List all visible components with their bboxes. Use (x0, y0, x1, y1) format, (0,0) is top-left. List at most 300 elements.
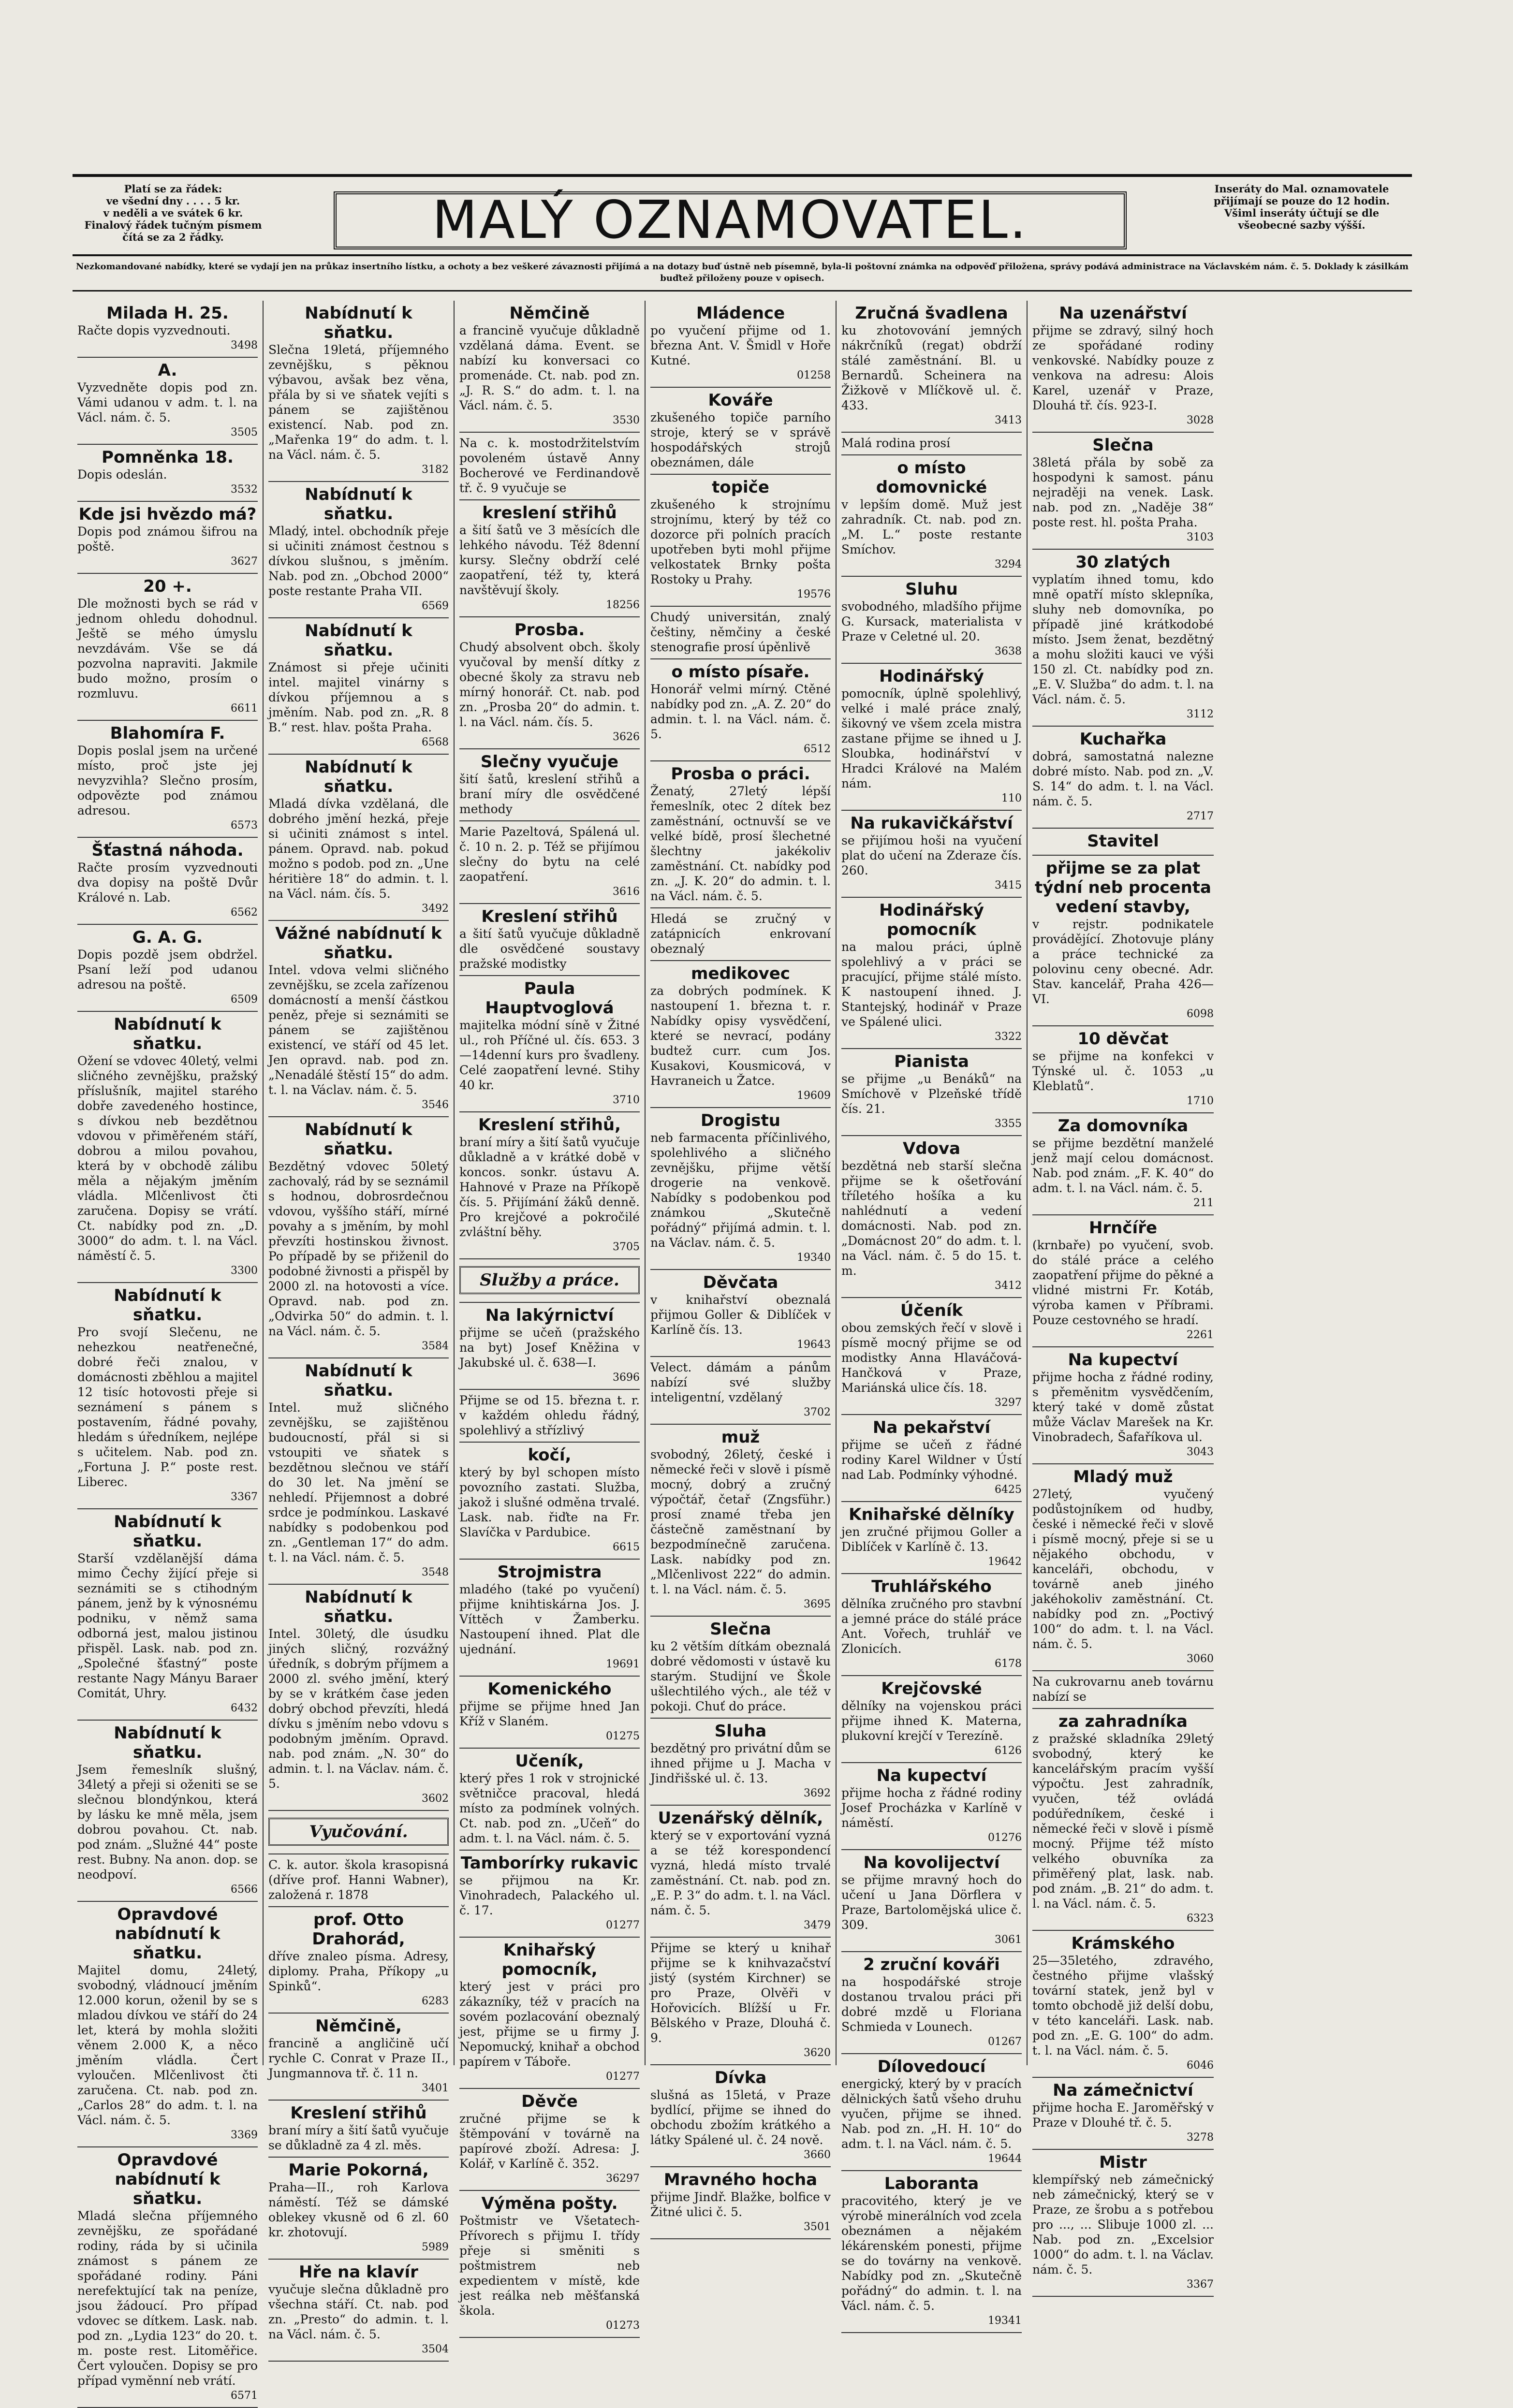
ad-number: 6283 (422, 1995, 449, 2007)
ad-heading: Blahomíra F. (110, 724, 225, 743)
classified-ad (77, 721, 258, 838)
column-6 (1028, 301, 1219, 2291)
ad-number: 3660 (804, 2149, 831, 2161)
ad-body: Velect. dámám a pánům nabízí své služby inteligentní, vzdělaný (650, 1360, 831, 1404)
ad-number: 3638 (995, 645, 1022, 657)
ad-number: 3061 (995, 1934, 1022, 1946)
ad-body: Dle možnosti bych se rád v jednom ohledu dohodnul. Ještě se mého úmyslu nevzdávám. Vše se dá pozvolna napraviti. Jakmile budo možno, prosím o rozmluvu. (77, 597, 258, 701)
ad-number: 3695 (804, 1598, 831, 1610)
ad-number: 3060 (1187, 1653, 1214, 1665)
ad-number: 19609 (797, 1090, 831, 1102)
ad-body: ku 2 větším dítkám obeznalá dobré vědomosti v ústavě ku starým. Studijní ve Škole ušlechtilého vých., ale též v pokoji. Chuť do práce. (650, 1639, 831, 1713)
ad-heading: Na rukavičkářství (850, 814, 1013, 833)
ad-number: 19644 (988, 2153, 1022, 2165)
ad-body: jen zručné přijmou Goller a Diblíček v Karlíně č. 13. (841, 1525, 1022, 1554)
classified-ad (1032, 856, 1214, 1026)
ad-number: 3322 (995, 1031, 1022, 1043)
ad-body: přijme se učeň (pražského na byt) Josef Kněžina v Jakubské ul. č. 638—I. (459, 1326, 640, 1370)
ad-body: za dobrých podmínek. K nastoupení 1. března t. r. Nabídky opisy vysvědčení, které se nevrací, podány budtež curr. cum Jos. Kusakovi, Kousmicová, v Havraneich u Žatce. (650, 984, 831, 1088)
classified-ad (841, 1415, 1022, 1502)
classified-ad (650, 659, 831, 761)
ad-body: se přijmou na Kr. Vinohradech, Palackého ul. č. 17. (459, 1873, 640, 1917)
ad-body: se přijme mravný hoch do učení u Jana Dörflera v Praze, Bartolomějská ulice č. 309. (841, 1873, 1022, 1932)
ad-number: 19341 (988, 2315, 1022, 2327)
ad-number: 01277 (606, 2071, 640, 2083)
ad-body: na malou práci, úplně spolehlivý a v práci se pracující, přijme stálé místo. K nastoupení ihned. J. Stantejský, hodinář v Praze ve Spálené ulici. (841, 940, 1022, 1029)
ad-heading: Zručná švadlena (855, 304, 1008, 323)
masthead (73, 174, 1412, 256)
ad-number: 3278 (1187, 2131, 1214, 2144)
classified-ad (1032, 1215, 1214, 1347)
ad-number: 3043 (1187, 1446, 1214, 1458)
ad-number: 3412 (995, 1280, 1022, 1292)
ad-heading: Mravného hocha (663, 2170, 818, 2189)
ad-number: 3413 (995, 414, 1022, 426)
ad-number: 3696 (613, 1372, 640, 1384)
ad-body: přijme se přijme hned Jan Kříž v Slaném. (459, 1699, 640, 1728)
ad-heading: Šťastná náhoda. (91, 841, 244, 860)
ad-number: 6046 (1187, 2059, 1214, 2072)
pricing-note: Platí se za řádek: ve všední dny . . . . 5 kr. v neděli a ve svátek 6 kr. Finalový řádek tučným písmem čítá se za 2 řádky. (84, 183, 262, 243)
ads-columns (73, 301, 1412, 2402)
ad-body: dělníka zručného pro stavbní a jemné práce do stálé práce Ant. Vořech, truhlář ve Zlonicích. (841, 1597, 1022, 1656)
ad-heading: Uzenářský dělník, (658, 1809, 823, 1828)
ad-body: přijme hocha E. Jaroměřský v Praze v Dlouhé tř. č. 5. (1032, 2101, 1214, 2130)
classified-ad (268, 921, 449, 1117)
ad-body: dobrá, samostatná nalezne dobré místo. Nab. pod zn. „V. S. 14“ do adm. t. l. na Václ. nám. č. 5. (1032, 749, 1214, 808)
ad-body: Račte dopis vyzvednouti. (77, 323, 231, 337)
column-2 (264, 301, 455, 2355)
ad-number: 6178 (995, 1658, 1022, 1670)
classified-ad (1032, 550, 1214, 727)
ad-body: slušná as 15letá, v Praze bydlící, přijme se ihned do obchodu zbožím krátkého a látky Spálené ul. č. 24 nově. (650, 2088, 831, 2147)
ad-number: 6571 (231, 2390, 258, 2402)
ad-number: 1710 (1187, 1095, 1214, 1107)
ad-heading: Nabídnutí k sňatku. (305, 1361, 412, 1400)
ad-body: a francině vyučuje důkladně vzdělaná dáma. Event. se nabízí ku konversaci co promenáde. Ct. nab. pod zn. „J. R. S.“ do adm. t. l. na Václ. nám. č. 5. (459, 323, 640, 412)
classified-ad (77, 445, 258, 502)
ad-heading: G. A. G. (132, 928, 203, 947)
ad-heading: Tamborírky rukavic (460, 1853, 639, 1873)
classified-ad (1032, 1671, 1214, 1709)
ad-number: 01273 (606, 2320, 640, 2332)
ad-body: Račte prosím vyzvednouti dva dopisy na poště Dvůr Králové n. Lab. (77, 861, 258, 905)
ad-body: Ženatý, 27letý lépší řemeslník, otec 2 dítek bez zaměstnání, octnuvší se ve velké bídě, prosí šlechetné šlechtny jakékoliv zaměstnání. Ct. nabídky pod zn. „J. K. 20“ do admin. t. l. na Václ. nám. č. 5. (650, 784, 831, 903)
ad-heading: Marie Pokorná, (288, 2160, 429, 2180)
ad-number: 3367 (1187, 2278, 1214, 2291)
classified-ad (459, 1938, 640, 2089)
ad-body: z pražské skladníka 29letý svobodný, který ke kancelářským pracím vyšší výpočtu. Jest zahradník, vyučen, též ovládá podúředníkem, české i německé řeči v slově i písmě mocný. Přijme též místo velkého obuvníka za přiměřený plat, lask. nab. pod znám. „B. 21“ do adm. t. l. na Václ. nám. č. 5. (1032, 1732, 1214, 1911)
ad-number: 6425 (995, 1484, 1022, 1496)
ad-number: 3498 (231, 339, 258, 351)
classified-ad (268, 1117, 449, 1358)
ad-body: Slečna 19letá, příjemného zevnějšku, s pěknou výbavou, avšak bez věna, přála by si ve sňatek vejíti s pánem se zajištěnou existencí. Nab. pod zn. „Mařenka 19“ do adm. t. l. na Václ. nám. č. 5. (268, 343, 449, 462)
ad-number: 6098 (1187, 1008, 1214, 1020)
classified-ad (650, 1108, 831, 1270)
ad-heading: Slečna (1092, 436, 1154, 455)
ad-heading: Vyučování. (268, 1818, 449, 1846)
ad-number: 3492 (422, 903, 449, 915)
classified-ad (459, 1851, 640, 1938)
ad-heading: Hodinářský (879, 667, 984, 686)
ad-number: 3355 (995, 1118, 1022, 1130)
ad-body: Majitel domu, 24letý, svobodný, vládnoucí jměním 12.000 korun, oženil by se s mladou dívkou ve stáří do 24 let, která by mohla složiti věnem 2.000 K, a něco jměním vládla. Čert vyloučen. Mlčenlivost čti zaručena. Ct. nab. pod zn. „Carlos 28“ do adm. t. l. na Václ. nám. č. 5. (77, 1963, 258, 2127)
ad-heading: Knihařské dělníky (849, 1505, 1014, 1524)
ad-heading: Paula Hauptvoglová (485, 979, 614, 1018)
ad-body: v lepším domě. Muž jest zahradník. Ct. nab. pod zn. „M. L.“ poste restante Smíchov. (841, 497, 1022, 556)
classified-ad (841, 811, 1022, 898)
classified-ad (268, 1358, 449, 1585)
classified-ad (459, 301, 640, 433)
ad-number: 3546 (422, 1099, 449, 1111)
ad-heading: Učeník, (515, 1751, 584, 1771)
ad-body: Dopis odeslán. (77, 467, 167, 482)
ad-number: 3103 (1187, 531, 1214, 543)
ad-number: 6126 (995, 1745, 1022, 1757)
ad-body: Na c. k. mostodržitelstvím povoleném ústavě Anny Bocherové ve Ferdinandově tř. č. 9 vyučuje se (459, 436, 640, 495)
ad-body: se přijme bezdětní manželé jenž mají celou domácnost. Nab. pod znám. „F. K. 40“ do adm. t. l. na Václ. nám. č. 5. (1032, 1136, 1214, 1195)
ad-heading: 2 zruční kováři (863, 1955, 1000, 1974)
ad-heading: Na kupectví (876, 1766, 987, 1785)
ad-number: 6615 (613, 1541, 640, 1553)
ad-number: 110 (1001, 792, 1022, 804)
ad-heading: Stavitel (1087, 832, 1159, 851)
ad-number: 211 (1193, 1197, 1214, 1209)
ad-body: vyučuje slečna důkladně pro všechna stáří. Ct. nab. pod zn. „Presto“ do admin. t. l. na Václ. nám. č. 5. (268, 2282, 449, 2341)
ad-heading: Strojmistra (497, 1562, 602, 1582)
ad-body: Praha—II., roh Karlova náměstí. Též se dámské oblekey vkusně od 6 zl. 60 kr. zhotovují. (268, 2180, 449, 2239)
classified-ad (1032, 829, 1214, 856)
ad-heading: Kuchařka (1079, 730, 1167, 749)
classified-ad (459, 1749, 640, 1851)
ad-body: braní míry a šití šatů vyučuje se důkladně za 4 zl. měs. (268, 2123, 449, 2152)
ad-heading: za zahradníka (1058, 1712, 1188, 1731)
ad-body: přijme hocha z řádné rodiny Josef Procházka v Karlíně v náměstí. (841, 1786, 1022, 1830)
classified-ad (650, 301, 831, 388)
ad-body: energický, který by v pracích dělnických šatů všeho druhu vyučen, přijme se ihned. Nab. pod zn. „H. H. 10“ do adm. t. l. na Václ. nám. č. 5. (841, 2077, 1022, 2151)
ad-heading: Na uzenářství (1059, 304, 1187, 323)
ad-heading: Nabídnutí k sňatku. (305, 758, 412, 796)
ad-number: 3530 (613, 414, 640, 426)
ad-heading: Vážné nabídnutí k sňatku. (275, 924, 442, 963)
classified-ad (77, 1721, 258, 1902)
ad-body: bezdětná neb starší slečna přijme se k ošetřování tříletého hošíka a ku nahlédnutí a vedení domácnosti. Nab. pod zn. „Domácnost 20“ do adm. t. l. na Václ. nám. č. 5 do 15. t. m. (841, 1159, 1022, 1278)
ad-heading: Opravdové nabídnutí k sňatku. (115, 2150, 220, 2208)
ad-number: 3294 (995, 558, 1022, 570)
ad-number: 6611 (231, 702, 258, 715)
ad-number: 3548 (422, 1566, 449, 1578)
classified-ad (77, 301, 258, 358)
classified-ad (459, 1443, 640, 1560)
ad-body: dříve znaleo písma. Adresy, diplomy. Praha, Příkopy „u Spinků“. (268, 1949, 449, 1993)
ad-body: Intel. vdova velmi sličného zevnějšku, se zcela zařízenou domácností a menší částkou peněz, přeje si seznámiti se pánem se zajištěnou existencí, ve stáří od 45 let. Jen opravd. nab. pod zn. „Nenadálé štěstí 15“ do adm. t. l. na Václav. nám. č. 5. (268, 963, 449, 1097)
classified-ad (650, 761, 831, 908)
ad-body: pomocník, úplně spolehlivý, velké i malé práce znalý, šikovný ve všem zcela mistra zastane přijme se ihned u J. Sloubka, hodinářství v Hradci Králové na Malém nám. (841, 686, 1022, 790)
ad-body: Přijme se který u knihař přijme se k knihvazačství jistý (systém Kirchner) se pro Praze, Olvěři v Hořovicích. Blížší u Fr. Bělského v Praze, Dlouhá č. 9. (650, 1941, 831, 2045)
ad-body: svobodného, mladšího přijme G. Kursack, materialista v Praze v Celetné ul. 20. (841, 599, 1022, 643)
classified-ad (1032, 1464, 1214, 1671)
ad-body: a šití šatů ve 3 měsících dle lehkého návodu. Též 8denní kursy. Slečny obdrží celé zaopatření, též ty, která navštěvují školy. (459, 523, 640, 597)
classified-ad (77, 574, 258, 721)
classified-ad (77, 358, 258, 445)
ad-heading: Laboranta (884, 2174, 979, 2193)
ad-body: Mladá dívka vzdělaná, dle dobrého jmění hezká, přeje si učiniti známost s intel. pánem. Opravd. nab. pokud možno s podob. pod zn. „Une héritière 18“ do admin. t. l. na Václ. nám. čís. 5. (268, 797, 449, 901)
ad-number: 3705 (613, 1241, 640, 1253)
ad-heading: Slečna (710, 1620, 771, 1639)
classified-ad (268, 1907, 449, 2014)
ad-body: Známost si přeje učiniti intel. majitel vinárny s dívkou příjemnou a s jměním. Nab. pod zn. „R. 8 B.“ rest. hlav. pošta Praha. (268, 660, 449, 734)
ad-heading: Hodinářský pomocník (879, 901, 984, 939)
ad-heading: o místo domovnické (876, 458, 987, 497)
ad-number: 3504 (422, 2343, 449, 2355)
ad-heading: kreslení střihů (482, 503, 617, 523)
ad-body: který by byl schopen místo povozního zastati. Služba, jakož i slušné odměna trvalé. Lask. nab. řiďte na Fr. Slavíčka v Pardubice. (459, 1465, 640, 1539)
ad-heading: Děvčata (703, 1273, 779, 1292)
ad-body: se přijme na konfekci v Týnské ul. č. 1053 „u Kleblatů“. (1032, 1049, 1214, 1093)
notice-line: Nezkomandované nabídky, které se vydají jen na průkaz insertního lístku, a ochoty a bez veškeré závaznosti přijímá a na dotazy buď ústně neb písemně, byla-li poštovní známka na odpověď přiložena, správy podává administrace na Václavském nám. č. 5. Doklady k zásilkám buďtež přiloženy pouze v opisech. (73, 261, 1412, 292)
classified-ad (841, 1850, 1022, 1952)
ad-body: Bezdětný vdovec 50letý zachovalý, rád by se seznámil s hodnou, dobrosrdečnou vdovou, vyššího stáří, mírné povahy a s jměním, by mohl převzíti hostinskou živnost. Po případě by se přiženil do podobné živnosti a přispěl by 2000 zl. na hotovosti a více. Opravd. nab. pod zn. „Odvirka 50“ do admin. t. l. na Václ. nám. č. 5. (268, 1159, 449, 1338)
classified-ad (77, 1283, 258, 1509)
ad-heading: Kováře (708, 391, 773, 410)
ad-heading: Nabídnutí k sňatku. (114, 1015, 221, 1053)
ad-number: 19576 (797, 588, 831, 600)
ad-number: 3626 (613, 731, 640, 743)
classified-ad (459, 821, 640, 904)
ad-heading: o místo písaře. (671, 662, 810, 682)
ad-number: 19691 (606, 1658, 640, 1670)
ad-body: Na cukrovarnu aneb továrnu nabízí se (1032, 1675, 1214, 1704)
ad-heading: kočí, (528, 1445, 572, 1465)
ad-number: 3692 (804, 1787, 831, 1799)
classified-ad (1032, 727, 1214, 829)
ad-body: neb farmacenta příčinlivého, spolehlivého a sličného zevnějšku, přijme větší drogerie na venkově. Nabídky s podobenkou pod známkou „Skutečně pořádný“ přijímá admin. t. l. na Václav. nám. č. 5. (650, 1131, 831, 1250)
ad-body: Starší vzdělanější dáma mimo Čechy žijící přeje si seznámiti se s ctihodným pánem, jenž by k výnosnému podniku, v němž sama odborná jest, malou jistinou přispěl. Lask. nab. pod zn. „Společné šťastný“ poste restante Nagy Mányu Baraer Comitát, Uhry. (77, 1551, 258, 1700)
ad-heading: Knihařský pomocník, (501, 1941, 598, 1979)
ad-number: 3627 (231, 555, 258, 568)
ad-number: 6432 (231, 1702, 258, 1714)
ad-number: 3602 (422, 1793, 449, 1805)
classified-ad (1032, 433, 1214, 550)
ad-body: Dopis poslal jsem na určené místo, proč jste jej nevyzvihla? Slečno prosím, odpovězte pod známou adresou. (77, 744, 258, 817)
ad-body: který přes 1 rok v strojnické světničce pracoval, hledá místo za podmínek volných. Ct. nab. pod zn. „Učeň“ do adm. t. l. na Václ. nám. č. 5. (459, 1771, 640, 1845)
classified-ad (459, 1390, 640, 1443)
classified-ad (1032, 301, 1214, 433)
ad-heading: Na kupectví (1068, 1350, 1178, 1370)
classified-ad (459, 433, 640, 500)
ad-heading: Krámského (1071, 1934, 1175, 1953)
ad-body: Dopis pozdě jsem obdržel. Psaní leží pod udanou adresou na poště. (77, 948, 258, 992)
ad-number: 6512 (804, 743, 831, 755)
ad-body: C. k. autor. škola krasopisná (dříve prof. Hanni Wabner), založená r. 1878 (268, 1858, 449, 1902)
classified-ad (1032, 1026, 1214, 1113)
ad-heading: muž (721, 1428, 760, 1447)
classified-ad (650, 388, 831, 475)
classified-ad (459, 976, 640, 1112)
classified-ad (650, 908, 831, 961)
classified-ad (650, 1357, 831, 1425)
ad-body: Ožení se vdovec 40letý, velmi sličného zevnějšku, pražský příslušník, majitel starého dobře zavedeného hostince, s dívkou neb bezdětnou vdovou v přiměřeném stáří, dobrou a milou povahou, která by v obchodě zálibu měla a nějakým jměním vládla. Mlčenlivost čti zaručena. Dopisy se vrátí. Ct. nabídky pod zn. „D. 3000“ do adm. t. l. na Václ. náměstí č. 5. (77, 1054, 258, 1263)
classified-ad (268, 755, 449, 921)
classified-ad (268, 618, 449, 755)
classified-ad (841, 577, 1022, 664)
ad-heading: Prosba o práci. (671, 764, 810, 784)
ad-heading: Mladý muž (1073, 1467, 1173, 1487)
classified-ad (268, 2014, 449, 2101)
ad-heading: Hrnčíře (1088, 1218, 1158, 1238)
ad-body: a šití šatů vyučuje důkladně dle osvědčené soustavy pražské modistky (459, 927, 640, 971)
ad-body: v knihařství obeznalá přijmou Goller & Diblíček v Karlíně čís. 13. (650, 1293, 831, 1337)
ad-body: (krnbaře) po vyučení, svob. do stálé práce a celého zaopatření přijme do pěkné a vlidné mistrni Fr. Kotáb, výroba kamen v Příbrami. Pouze cestovného se hradí. (1032, 1238, 1214, 1327)
ad-number: 3182 (422, 464, 449, 476)
ad-body: majitelka módní síně v Žitné ul., roh Příčné ul. čís. 653. 3—14denní kurs pro švadleny. Celé zaopatření levné. Stihy 40 kr. (459, 1018, 640, 1092)
classified-ad (650, 1270, 831, 1357)
ad-heading: Nabídnutí k sňatku. (114, 1723, 221, 1762)
ad-body: Mladá slečna příjemného zevnějšku, ze spořádané rodiny, ráda by si učinila známost s pánem ze spořádané rodiny. Páni nerefektující tak na peníze, jsou žádoucí. Pro případ vdovec se dítkem. Lask. nab. pod zn. „Lydia 123“ do 20. t. m. poste rest. Litoměřice. Čert vyloučen. Dopisy se pro případ vyměnní neb vrátí. (77, 2209, 258, 2388)
ad-number: 01276 (988, 1832, 1022, 1844)
classified-ad (268, 1585, 449, 1811)
classified-ad (1032, 1347, 1214, 1464)
ad-heading: Komenického (487, 1679, 612, 1699)
ad-number: 3479 (804, 1919, 831, 1931)
classified-ad (268, 301, 449, 482)
ad-number: 01275 (606, 1730, 640, 1742)
ad-number: 19340 (797, 1252, 831, 1264)
ad-heading: Děvče (521, 2092, 578, 2111)
classified-ad (268, 482, 449, 618)
ad-body: Intel. 30letý, dle úsudku jiných sličný, rozvážný úředník, s dobrým příjmem a 2000 zl. svého jmění, který by se v krátkém čase jeden dobrý obchod převzíti, hledá dívku s jměním nebo vdovu s podobným jměním. Opravd. nab. pod znám. „N. 30“ do admin. t. l. na Václav. nám. č. 5. (268, 1627, 449, 1791)
ad-heading: topiče (712, 478, 769, 497)
classified-ad (459, 904, 640, 976)
classified-ad (841, 664, 1022, 811)
ad-body: šití šatů, kreslení střihů a braní míry dle osvědčené methody (459, 772, 640, 816)
ad-heading: A. (158, 361, 177, 380)
classified-ad (1032, 1709, 1214, 1931)
ad-heading: Vdova (902, 1139, 961, 1158)
ad-body: pracovitého, který je ve výrobě minerálních vod zcela obeznámen a nějakém lékárenském ponesti, přijme se do továrny na venkově. Nabídky pod zn. „Skutečně pořádný“ do admin. t. l. na Václ. nám. č. 5. (841, 2194, 1022, 2313)
classified-ad (77, 1012, 258, 1283)
classified-ad (1032, 2078, 1214, 2150)
ad-number: 3620 (804, 2047, 831, 2059)
ad-heading: Nabídnutí k sňatku. (305, 304, 412, 342)
classified-ad (650, 1938, 831, 2065)
ad-body: Dopis pod známou šifrou na poště. (77, 525, 258, 554)
classified-ad (268, 1854, 449, 1907)
ad-heading: Nabídnutí k sňatku. (305, 1120, 412, 1159)
ad-heading: Němčině, (315, 2016, 402, 2036)
ad-body: přijme hocha z řádné rodiny, s přeměnitm vysvědčením, který také v domě zůstat může Václav Marešek na Kr. Vinobradech, Šafaříkova ul. (1032, 1370, 1214, 1444)
ad-heading: Kreslení střihů (290, 2103, 427, 2123)
classified-ad (650, 1425, 831, 1617)
classified-ad (841, 455, 1022, 577)
ad-number: 6569 (422, 600, 449, 612)
ad-number: 3112 (1187, 708, 1214, 720)
ad-heading: Nabídnutí k sňatku. (305, 1588, 412, 1626)
ad-number: 3501 (804, 2221, 831, 2233)
classified-ad (268, 2260, 449, 2362)
ad-heading: Nabídnutí k sňatku. (305, 485, 412, 524)
classified-ad (841, 2171, 1022, 2333)
ad-body: se přijímou hoši na vyučení plat do učení na Zderaze čís. 260. (841, 833, 1022, 877)
ad-number: 3297 (995, 1397, 1022, 1409)
ad-body: který jest v práci pro zákazníky, též v pracích na sovém pozlacování obeznalý jest, přijme se u firmy J. Nepomucký, knihař a obchod papírem v Táboře. (459, 1980, 640, 2069)
ad-number: 3300 (231, 1265, 258, 1277)
classified-ad (459, 1112, 640, 1259)
classified-ad (650, 2065, 831, 2167)
ad-heading: Na lakýrnictví (485, 1306, 614, 1325)
classified-ad (650, 1719, 831, 1806)
ad-number: 3401 (422, 2082, 449, 2094)
ad-body: 38letá přála by sobě za hospodyni k samost. pánu nejraději na venek. Lask. nab. pod zn. „Naděje 38“ poste rest. hl. pošta Praha. (1032, 455, 1214, 529)
ad-number: 18256 (606, 599, 640, 611)
ad-number: 6568 (422, 736, 449, 748)
classified-ad (650, 961, 831, 1108)
ad-number: 36297 (606, 2173, 640, 2185)
classified-ad (268, 1811, 449, 1854)
classified-ad (1032, 1931, 1214, 2078)
classified-ad (77, 1509, 258, 1721)
ad-heading: Nabídnutí k sňatku. (305, 621, 412, 660)
classified-ad (459, 749, 640, 821)
classified-ad (268, 2101, 449, 2158)
ad-body: Chudý absolvent obch. školy vyučoval by menší dítky z obecné školy za stravu neb mírný honorář. Ct. nab. pod zn. „Prosba 20“ do admin. t. l. na Václ. nám. čís. 5. (459, 640, 640, 729)
classified-ad (77, 502, 258, 574)
deadline-note: Inseráty do Mal. oznamovatele přijímají se pouze do 12 hodin. Všiml inseráty účtují se dle všeobecné sazby výšší. (1213, 183, 1390, 231)
ad-number: 6566 (231, 1883, 258, 1896)
ad-number: 3505 (231, 426, 258, 438)
ad-number: 6509 (231, 993, 258, 1006)
classified-ad (268, 2158, 449, 2260)
classified-ad (841, 1049, 1022, 1136)
ad-body: klempířský neb zámečnický neb zámečnický, který se v Praze, ze šrobu a s potřebou pro ..., ... Slibuje 1000 zl. ... Nab. pod zn. „Excelsior 1000“ do adm. t. l. na Václav. nám. č. 5. (1032, 2173, 1214, 2277)
ad-body: francině a angličině učí rychle C. Conrat v Praze II., Jungmannova tř. č. 11 n. (268, 2036, 449, 2080)
ad-heading: Kde jsi hvězdo má? (78, 505, 257, 524)
classified-ad (77, 925, 258, 1012)
ad-number: 6562 (231, 906, 258, 919)
classified-ad (459, 1303, 640, 1390)
ad-heading: Účeník (900, 1301, 963, 1320)
ad-body: zkušeného topiče parního stroje, který se v správě hospodářských strojů obeznámen, dále (650, 410, 831, 469)
ad-heading: Na kovolijectví (863, 1853, 1000, 1872)
ad-number: 6323 (1187, 1912, 1214, 1925)
ad-body: bezdětný pro privátní dům se ihned přijme u J. Macha v Jindřišské ul. č. 13. (650, 1741, 831, 1785)
ad-number: 19643 (797, 1339, 831, 1351)
ad-body: Vyzvedněte dopis pod zn. Vámi udanou v adm. t. l. na Václ. nám. č. 5. (77, 380, 258, 424)
classified-ad (459, 1560, 640, 1677)
ad-number: 01267 (988, 2036, 1022, 2048)
ad-body: Marie Pazeltová, Spálená ul. č. 10 n. 2. p. Též se přijímou slečny do bytu na celé zaopatření. (459, 825, 640, 884)
ad-body: 25—35letého, zdravého, čestného přijme vlašský tovární statek, jenž byl v tomto obchodě již delší dobu, v této kanceláři. Lask. nab. pod zn. „E. G. 100“ do adm. t. l. na Václ. nám. č. 5. (1032, 1954, 1214, 2058)
ad-number: 3702 (804, 1406, 831, 1418)
classified-ad (841, 1136, 1022, 1298)
ad-body: Jsem řemeslník slušný, 34letý a přeji si oženiti se se slečnou blondýnkou, která by lásku ke mně měla, jsem dobrou povahou. Ct. nab. pod znám. „Služné 44“ poste rest. Bubny. Na anon. dop. se neodpoví. (77, 1763, 258, 1882)
ad-body: 27letý, vyučený podůstojníkem od hudby, české i německé řeči v slově i písmě mocný, přeje si se u nějakého obchodu, v kanceláři, obchodu, v továrně aneb jiného jakéhokoliv zaměstnání. Ct. nabídky pod zn. „Poctivý 100“ do adm. t. l. na Václ. nám. č. 5. (1032, 1487, 1214, 1651)
ad-number: 2261 (1187, 1329, 1214, 1341)
ad-body: Chudý universitán, znalý češtiny, němčiny a české stenografie prosí úpěnlivě (650, 610, 831, 654)
ad-body: se přijme „u Benáků“ na Smíchově v Plzeňské třídě čís. 21. (841, 1072, 1022, 1116)
classified-ad (841, 433, 1022, 455)
ad-body: Intel. muž sličného zevnějšku, se zajištěnou budoucností, přál si si vstoupiti ve sňatek s bezdětnou slečnou ve stáří do 30 let. Na jmění se nehledí. Přijemnost a dobré srdce je podmínkou. Laskavé nabídky s podobenkou pod zn. „Gentleman 17“ do adm. t. l. na Václ. nám. č. 5. (268, 1401, 449, 1564)
ad-heading: medikovec (691, 964, 790, 983)
column-1 (73, 301, 264, 2402)
classified-ad (650, 1806, 831, 1938)
ad-number: 2717 (1187, 810, 1214, 822)
ad-number: 3028 (1187, 414, 1214, 426)
ad-heading: Mládence (696, 304, 785, 323)
ad-body: Mladý, intel. obchodník přeje si učiniti známost čestnou s dívkou slušnou, s jměním. Nab. pod zn. „Obchod 2000“ poste restante Praha VII. (268, 524, 449, 598)
ad-body: Malá rodina prosí (841, 436, 951, 450)
classified-ad (77, 1902, 258, 2147)
